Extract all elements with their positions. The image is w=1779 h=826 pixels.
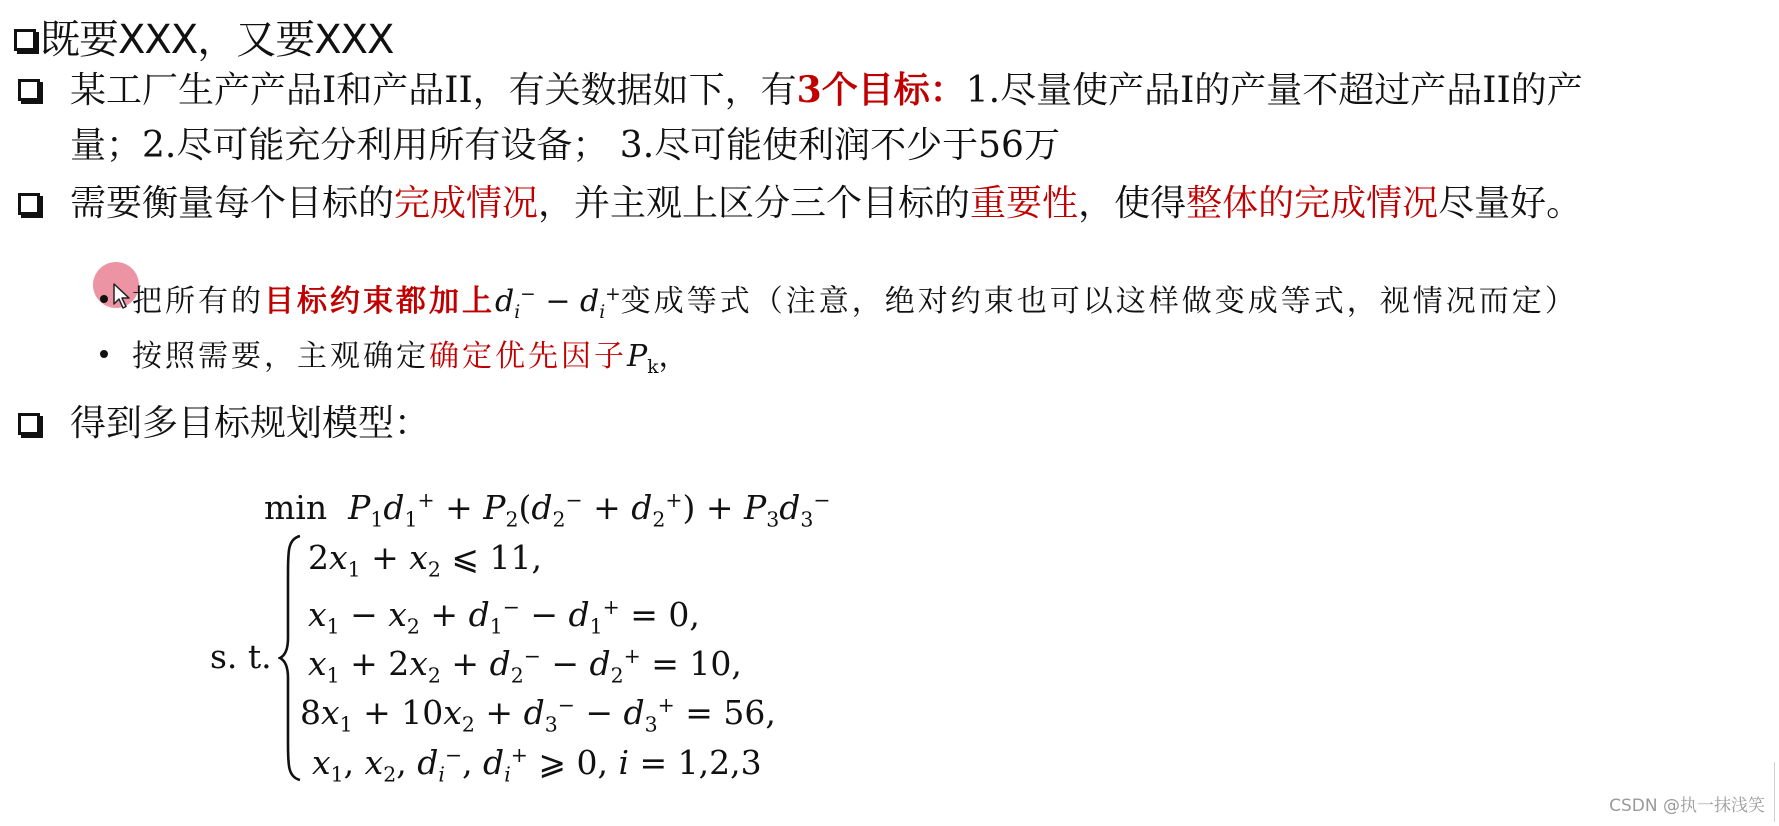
bullet-dot-icon	[100, 350, 108, 358]
highlight-completion: 完成情况	[394, 183, 539, 224]
slide-title: 既要XXX，又要XXX	[14, 14, 393, 66]
subject-to-label: s. t.	[210, 637, 272, 676]
objective-function: $\min P_1d_1^+ + P_2(d_2^- + d_2^+) + P_3d_3^-$	[264, 488, 831, 532]
bullet-dot-icon	[100, 295, 108, 303]
checkbox-bullet-icon	[18, 79, 40, 101]
constraint-3: $x_1 + 2x_2 + d_2^- - d_2^+ = 10$,	[308, 644, 742, 688]
edge-divider	[1774, 762, 1775, 822]
highlight-overall: 整体的完成情况	[1186, 183, 1439, 224]
bullet-item-3	[18, 396, 618, 452]
priority-factor-formula: $P_k$	[627, 339, 659, 378]
bullet-1-line-2: 量；2.尽可能充分利用所有设备； 3.尽可能使利润不少于56万	[70, 125, 1060, 166]
constraint-1: $2x_1 + x_2$ ⩽ 11,	[308, 538, 543, 582]
watermark: CSDN @执一抹浅笑	[1609, 796, 1765, 816]
checkbox-bullet-icon	[14, 29, 36, 51]
checkbox-bullet-icon	[18, 413, 40, 435]
sub-bullet-1: 把所有的目标约束都加上$d_i^- - d_i^+$变成等式（注意，绝对约束也可以这样做变成等式，视情况而定）	[100, 272, 1578, 336]
highlight-importance: 重要性	[970, 183, 1079, 224]
constraint-2: $x_1 - x_2 + d_1^- - d_1^+ = 0$,	[308, 595, 700, 639]
bullet-2-text: 需要衡量每个目标的完成情况，并主观上区分三个目标的重要性，使得整体的完成情况尽量好。	[70, 183, 1583, 224]
constraint-4: $8x_1 + 10x_2 + d_3^- - d_3^+ = 56$,	[300, 693, 776, 737]
bullet-1-highlight: 3个目标：	[796, 69, 966, 111]
sub-bullet-2: 按照需要，主观确定确定优先因子$P_k$，	[100, 334, 691, 391]
checkbox-bullet-icon	[18, 193, 40, 215]
sub-1-highlight: 目标约束都加上	[264, 284, 495, 319]
bullet-3-text: 得到多目标规划模型：	[70, 403, 431, 444]
bullet-1-line-1: 某工厂生产产品I和产品II，有关数据如下，有3个目标：1.尽量使产品I的产量不超过产品II的产	[70, 69, 1583, 111]
constraint-5: $x_1$, $x_2$, $d_i^-$, $d_i^+$ ⩾ 0, i = 1,2,3	[312, 743, 762, 787]
deviation-formula: $d_i^- - d_i^+$	[495, 284, 621, 323]
bullet-item-1	[18, 62, 1718, 174]
sub-2-highlight: 确定优先因子	[429, 339, 627, 374]
bullet-item-2	[18, 176, 1758, 232]
